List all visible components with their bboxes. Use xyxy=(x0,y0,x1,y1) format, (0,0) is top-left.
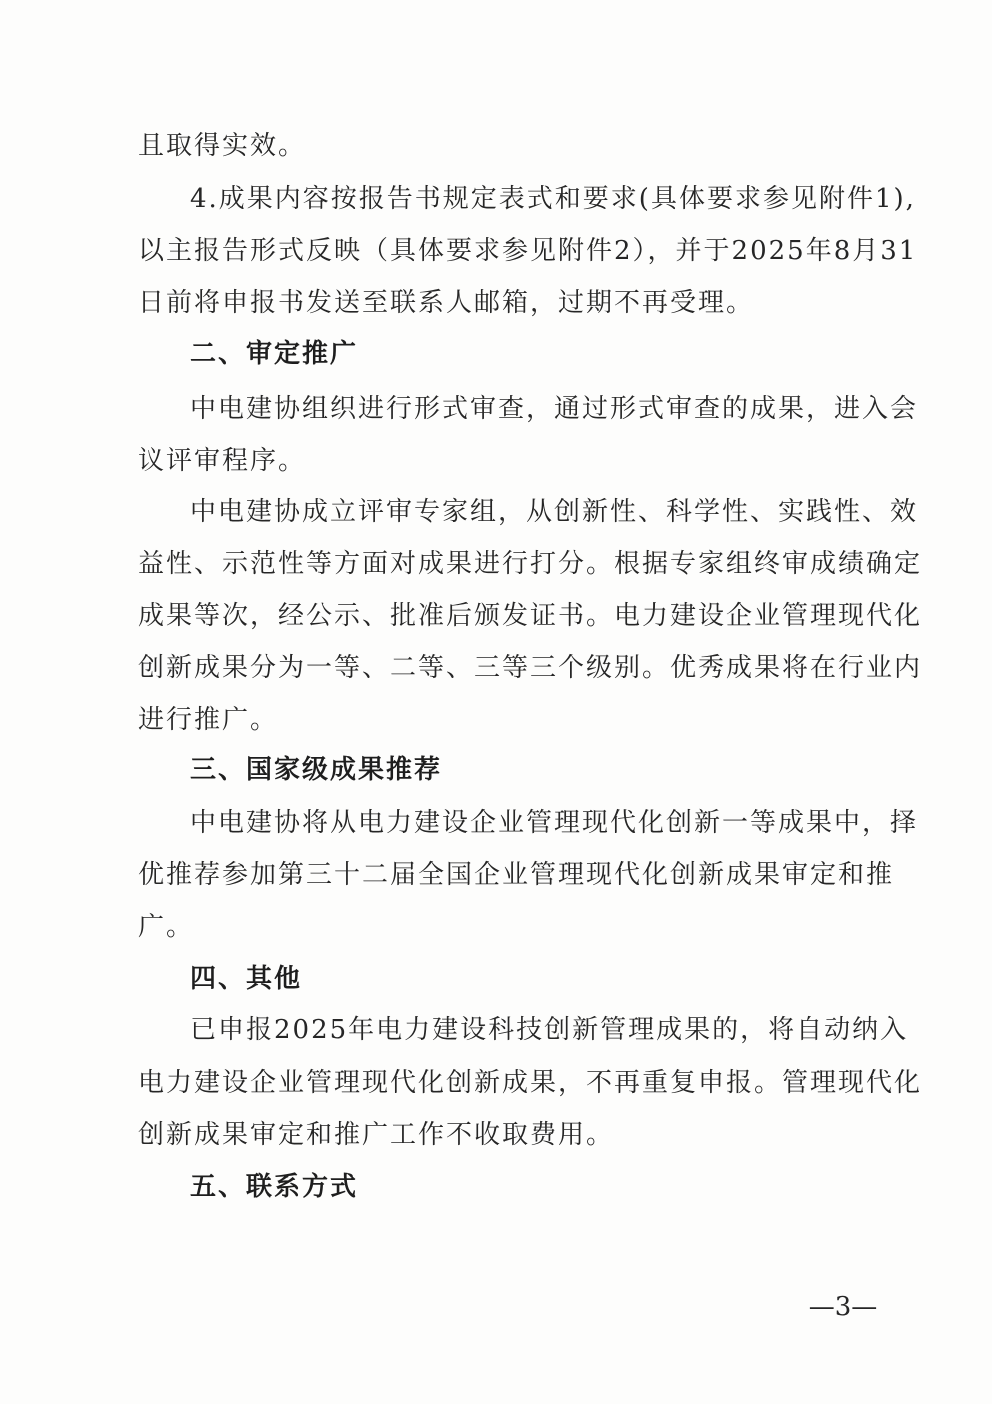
paragraph-other: 已申报2025年电力建设科技创新管理成果的，将自动纳入 xyxy=(190,1015,909,1045)
paragraph-line: 成果等次，经公示、批准后颁发证书。电力建设企业管理现代化 xyxy=(138,601,923,631)
paragraph-recommendation: 中电建协将从电力建设企业管理现代化创新一等成果中，择 xyxy=(190,808,919,838)
section-heading-national-recommendation: 三、国家级成果推荐 xyxy=(190,755,443,785)
paragraph-expert-group: 中电建协成立评审专家组，从创新性、科学性、实践性、效 xyxy=(190,497,919,527)
paragraph-line: 广。 xyxy=(138,912,195,942)
paragraph-line: 进行推广。 xyxy=(138,705,279,735)
page-number: —3— xyxy=(808,1292,878,1322)
paragraph-line: 创新成果分为一等、二等、三等三个级别。优秀成果将在行业内 xyxy=(138,653,923,683)
paragraph-formal-review: 中电建协组织进行形式审查，通过形式审查的成果，进入会 xyxy=(190,394,919,424)
section-heading-review: 二、审定推广 xyxy=(190,339,359,369)
paragraph-line: 以主报告形式反映（具体要求参见附件2），并于2025年8月31 xyxy=(138,236,918,266)
paragraph-line: 创新成果审定和推广工作不收取费用。 xyxy=(138,1120,615,1150)
paragraph-line: 日前将申报书发送至联系人邮箱，过期不再受理。 xyxy=(138,288,755,318)
section-heading-contact: 五、联系方式 xyxy=(190,1172,359,1202)
section-heading-other: 四、其他 xyxy=(190,964,303,994)
paragraph-line: 议评审程序。 xyxy=(138,446,307,476)
paragraph-line: 益性、示范性等方面对成果进行打分。根据专家组终审成绩确定 xyxy=(138,549,923,579)
paragraph-line: 电力建设企业管理现代化创新成果，不再重复申报。管理现代化 xyxy=(138,1068,923,1098)
paragraph-line: 优推荐参加第三十二届全国企业管理现代化创新成果审定和推 xyxy=(138,860,895,890)
paragraph-item-4: 4.成果内容按报告书规定表式和要求(具体要求参见附件1), xyxy=(190,184,916,214)
paragraph-continuation: 且取得实效。 xyxy=(138,131,307,161)
